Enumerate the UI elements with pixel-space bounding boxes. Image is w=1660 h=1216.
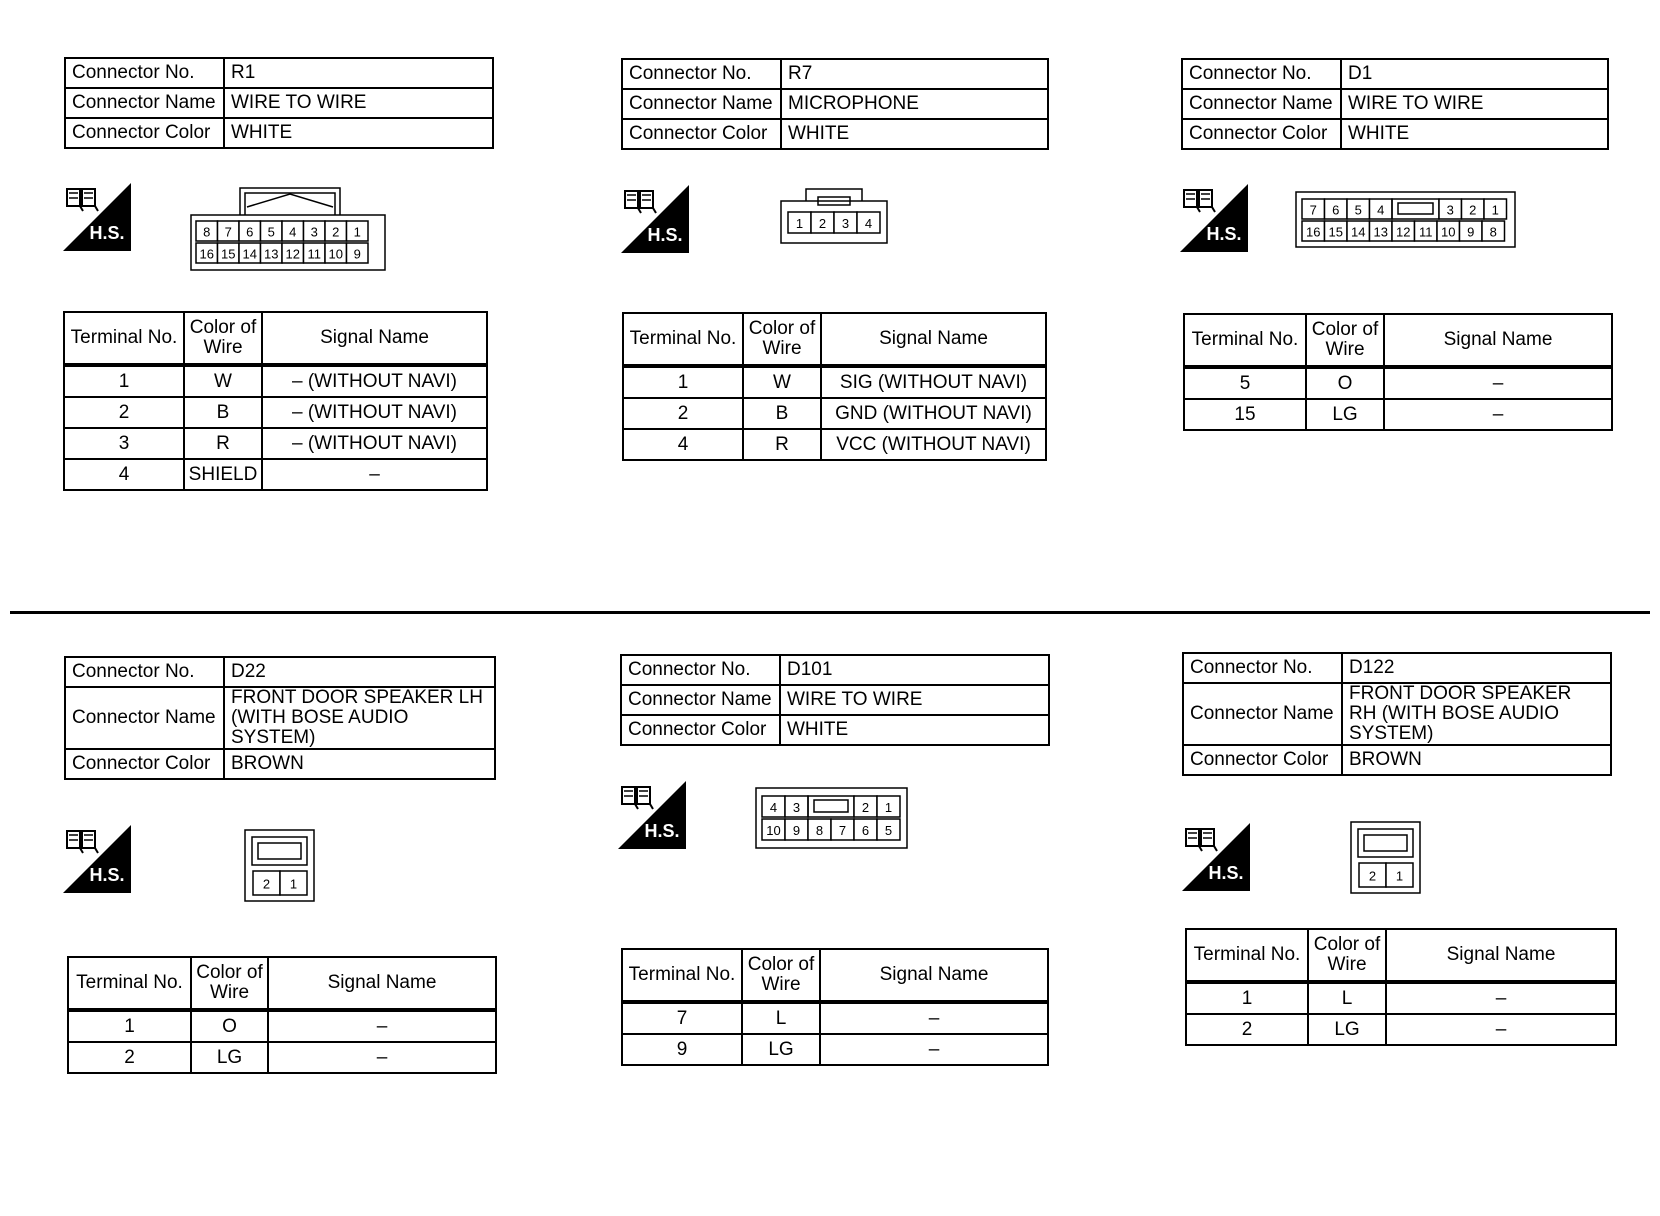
signal-name-header: Signal Name [1386,929,1616,982]
terminal-row [64,397,487,428]
terminal-no-header: Terminal No. [64,312,184,365]
pin-number: 5 [1354,202,1362,218]
hs-harness-side-icon [1182,823,1250,891]
connector-no-value: R7 [781,59,1048,89]
signal-name: GND (WITHOUT NAVI) [821,398,1046,429]
connector-no-value: D101 [780,655,1049,685]
hs-harness-side-icon [1180,184,1248,252]
terminal-table [1183,313,1613,431]
connector-name-value: MICROPHONE [781,89,1048,119]
signal-name: – [1384,399,1612,430]
terminal-number: 2 [64,397,184,428]
hs-badge-label: H.S. [1206,224,1242,244]
terminal-number: 2 [623,398,743,429]
wire-color: LG [742,1034,820,1065]
connector-color-label: Connector Color [65,118,224,148]
connector-no-label: Connector No. [65,657,224,687]
connector-no-label: Connector No. [65,58,224,88]
signal-name-header: Signal Name [820,949,1048,1002]
connector-name-label: Connector Name [1183,683,1342,745]
signal-name: – [820,1002,1048,1034]
pin-number: 7 [224,224,232,240]
pin-number: 9 [353,246,361,262]
color-of-wire-header: Color of Wire [1308,929,1386,982]
pin-number: 10 [328,246,343,262]
connector-color-value: WHITE [780,715,1049,745]
connector-color-label: Connector Color [622,119,781,149]
connector-no-value: R1 [224,58,493,88]
pin-number: 3 [310,224,318,240]
terminal-number: 15 [1184,399,1306,430]
pin-number: 16 [199,246,214,262]
pin-number: 3 [841,216,850,231]
connector-no-label: Connector No. [621,655,780,685]
color-of-wire-header: Color of Wire [191,957,268,1010]
pin-number: 14 [242,246,257,262]
terminal-table [621,948,1049,1066]
terminal-row [64,459,487,490]
terminal-table [67,956,497,1074]
pin-number: 7 [838,823,847,838]
connector-no-label: Connector No. [1183,653,1342,683]
wire-color: LG [1306,399,1384,430]
pin-number: 7 [1309,202,1317,218]
wire-color: LG [191,1042,268,1073]
connector-color-value: WHITE [224,118,493,148]
pin-number: 4 [1377,202,1385,218]
pin-number: 8 [203,224,211,240]
wire-color: R [184,428,262,459]
wire-color: LG [1308,1014,1386,1045]
wire-color: SHIELD [184,459,262,490]
color-of-wire-header: Color of Wire [742,949,820,1002]
terminal-row [623,366,1046,398]
terminal-row [68,1010,496,1042]
pin-number: 4 [864,216,873,231]
wire-color: O [191,1010,268,1042]
pin-number: 10 [1441,224,1456,240]
terminal-number: 4 [64,459,184,490]
pin-number: 1 [289,876,298,892]
terminal-no-header: Terminal No. [1184,314,1306,367]
connector-info-table [64,57,494,149]
terminal-number: 2 [1186,1014,1308,1045]
section-divider [10,611,1650,614]
hs-harness-side-icon [621,185,689,253]
terminal-number: 5 [1184,367,1306,399]
terminal-no-header: Terminal No. [68,957,191,1010]
hs-badge-label: H.S. [647,225,683,245]
signal-name: – [1384,367,1612,399]
pin-number: 2 [1368,868,1377,884]
terminal-row [64,365,487,397]
terminal-row [623,429,1046,460]
connector-face-diagram [1295,191,1517,249]
terminal-row [64,428,487,459]
connector-info-table [64,656,496,780]
connector-color-value: WHITE [781,119,1048,149]
pin-number: 2 [332,224,340,240]
signal-name: – [1386,1014,1616,1045]
hs-badge-label: H.S. [644,821,680,841]
connector-face-diagram [780,187,890,245]
pin-number: 16 [1306,224,1321,240]
terminal-number: 1 [68,1010,191,1042]
pin-number: 6 [861,823,870,838]
hs-badge-label: H.S. [89,223,125,243]
connector-no-label: Connector No. [1182,59,1341,89]
wire-color: O [1306,367,1384,399]
color-of-wire-header: Color of Wire [743,313,821,366]
pin-number: 2 [861,800,870,815]
pin-number: 1 [884,800,893,815]
pin-number: 2 [1469,202,1477,218]
wire-color: L [742,1002,820,1034]
connector-info-table [620,654,1050,746]
connector-name-value: WIRE TO WIRE [780,685,1049,715]
connector-color-value: BROWN [224,749,495,779]
pin-number: 8 [1489,224,1497,240]
connector-color-label: Connector Color [65,749,224,779]
connector-name-label: Connector Name [65,88,224,118]
pin-number: 12 [285,246,300,262]
terminal-row [622,1034,1048,1065]
terminal-row [1184,399,1612,430]
pin-number: 13 [264,246,279,262]
connector-no-label: Connector No. [622,59,781,89]
terminal-number: 9 [622,1034,742,1065]
pin-number: 2 [818,216,827,231]
pin-number: 6 [1332,202,1340,218]
terminal-row [622,1002,1048,1034]
hs-badge-label: H.S. [89,865,125,885]
connector-color-value: WHITE [1341,119,1608,149]
pin-number: 3 [792,800,801,815]
terminal-row [623,398,1046,429]
connector-color-label: Connector Color [621,715,780,745]
terminal-table [63,311,488,491]
terminal-row [1186,1014,1616,1045]
pin-number: 1 [1395,868,1404,884]
terminal-row [1186,982,1616,1014]
signal-name-header: Signal Name [1384,314,1612,367]
pin-number: 1 [1491,202,1499,218]
connector-name-value: FRONT DOOR SPEAKER RH (WITH BOSE AUDIO SYSTEM) [1342,683,1611,745]
pin-number: 11 [307,246,321,262]
terminal-table [1185,928,1617,1046]
connector-name-label: Connector Name [65,687,224,749]
terminal-table [622,312,1047,461]
signal-name: – [262,459,487,490]
connector-color-label: Connector Color [1183,745,1342,775]
signal-name: – (WITHOUT NAVI) [262,428,487,459]
signal-name-header: Signal Name [268,957,496,1010]
pin-number: 2 [262,876,271,892]
wire-color: W [743,366,821,398]
signal-name: SIG (WITHOUT NAVI) [821,366,1046,398]
pin-number: 10 [766,823,781,838]
connector-name-value: WIRE TO WIRE [1341,89,1608,119]
wire-color: B [184,397,262,428]
terminal-number: 7 [622,1002,742,1034]
connector-face-diagram [1350,821,1422,895]
signal-name: – [268,1010,496,1042]
pin-number: 14 [1351,224,1366,240]
signal-name: VCC (WITHOUT NAVI) [821,429,1046,460]
terminal-number: 1 [1186,982,1308,1014]
terminal-number: 2 [68,1042,191,1073]
hs-harness-side-icon [63,183,131,251]
connector-no-value: D22 [224,657,495,687]
signal-name: – (WITHOUT NAVI) [262,397,487,428]
terminal-number: 1 [623,366,743,398]
color-of-wire-header: Color of Wire [1306,314,1384,367]
pin-number: 13 [1373,224,1388,240]
terminal-no-header: Terminal No. [1186,929,1308,982]
signal-name-header: Signal Name [821,313,1046,366]
terminal-no-header: Terminal No. [623,313,743,366]
pin-number: 9 [1467,224,1475,240]
pin-number: 4 [769,800,778,815]
connector-name-value: FRONT DOOR SPEAKER LH (WITH BOSE AUDIO SYSTEM) [224,687,495,749]
connector-no-value: D1 [1341,59,1608,89]
pin-number: 5 [267,224,275,240]
connector-info-table [1181,58,1609,150]
connector-face-diagram [755,787,909,849]
connector-no-value: D122 [1342,653,1611,683]
pin-number: 15 [1328,224,1343,240]
pin-number: 4 [289,224,297,240]
connector-name-label: Connector Name [622,89,781,119]
pin-number: 15 [221,246,236,262]
signal-name: – (WITHOUT NAVI) [262,365,487,397]
pin-number: 12 [1396,224,1411,240]
pin-number: 8 [815,823,824,838]
connector-name-label: Connector Name [621,685,780,715]
connector-name-label: Connector Name [1182,89,1341,119]
pin-number: 11 [1419,224,1433,240]
wire-color: R [743,429,821,460]
pin-number: 5 [884,823,893,838]
signal-name: – [268,1042,496,1073]
terminal-number: 1 [64,365,184,397]
signal-name-header: Signal Name [262,312,487,365]
connector-name-value: WIRE TO WIRE [224,88,493,118]
connector-face-diagram [244,829,316,903]
signal-name: – [1386,982,1616,1014]
terminal-no-header: Terminal No. [622,949,742,1002]
color-of-wire-header: Color of Wire [184,312,262,365]
pin-number: 1 [795,216,804,231]
terminal-row [68,1042,496,1073]
pin-number: 6 [246,224,254,240]
hs-badge-label: H.S. [1208,863,1244,883]
terminal-number: 4 [623,429,743,460]
pin-number: 1 [353,224,361,240]
pin-number: 3 [1446,202,1454,218]
wire-color: B [743,398,821,429]
connector-info-table [1182,652,1612,776]
wire-color: W [184,365,262,397]
connector-color-label: Connector Color [1182,119,1341,149]
connector-info-table [621,58,1049,150]
signal-name: – [820,1034,1048,1065]
terminal-number: 3 [64,428,184,459]
pin-number: 9 [792,823,801,838]
hs-harness-side-icon [63,825,131,893]
connector-color-value: BROWN [1342,745,1611,775]
hs-harness-side-icon [618,781,686,849]
terminal-row [1184,367,1612,399]
wire-color: L [1308,982,1386,1014]
connector-face-diagram [190,185,386,271]
